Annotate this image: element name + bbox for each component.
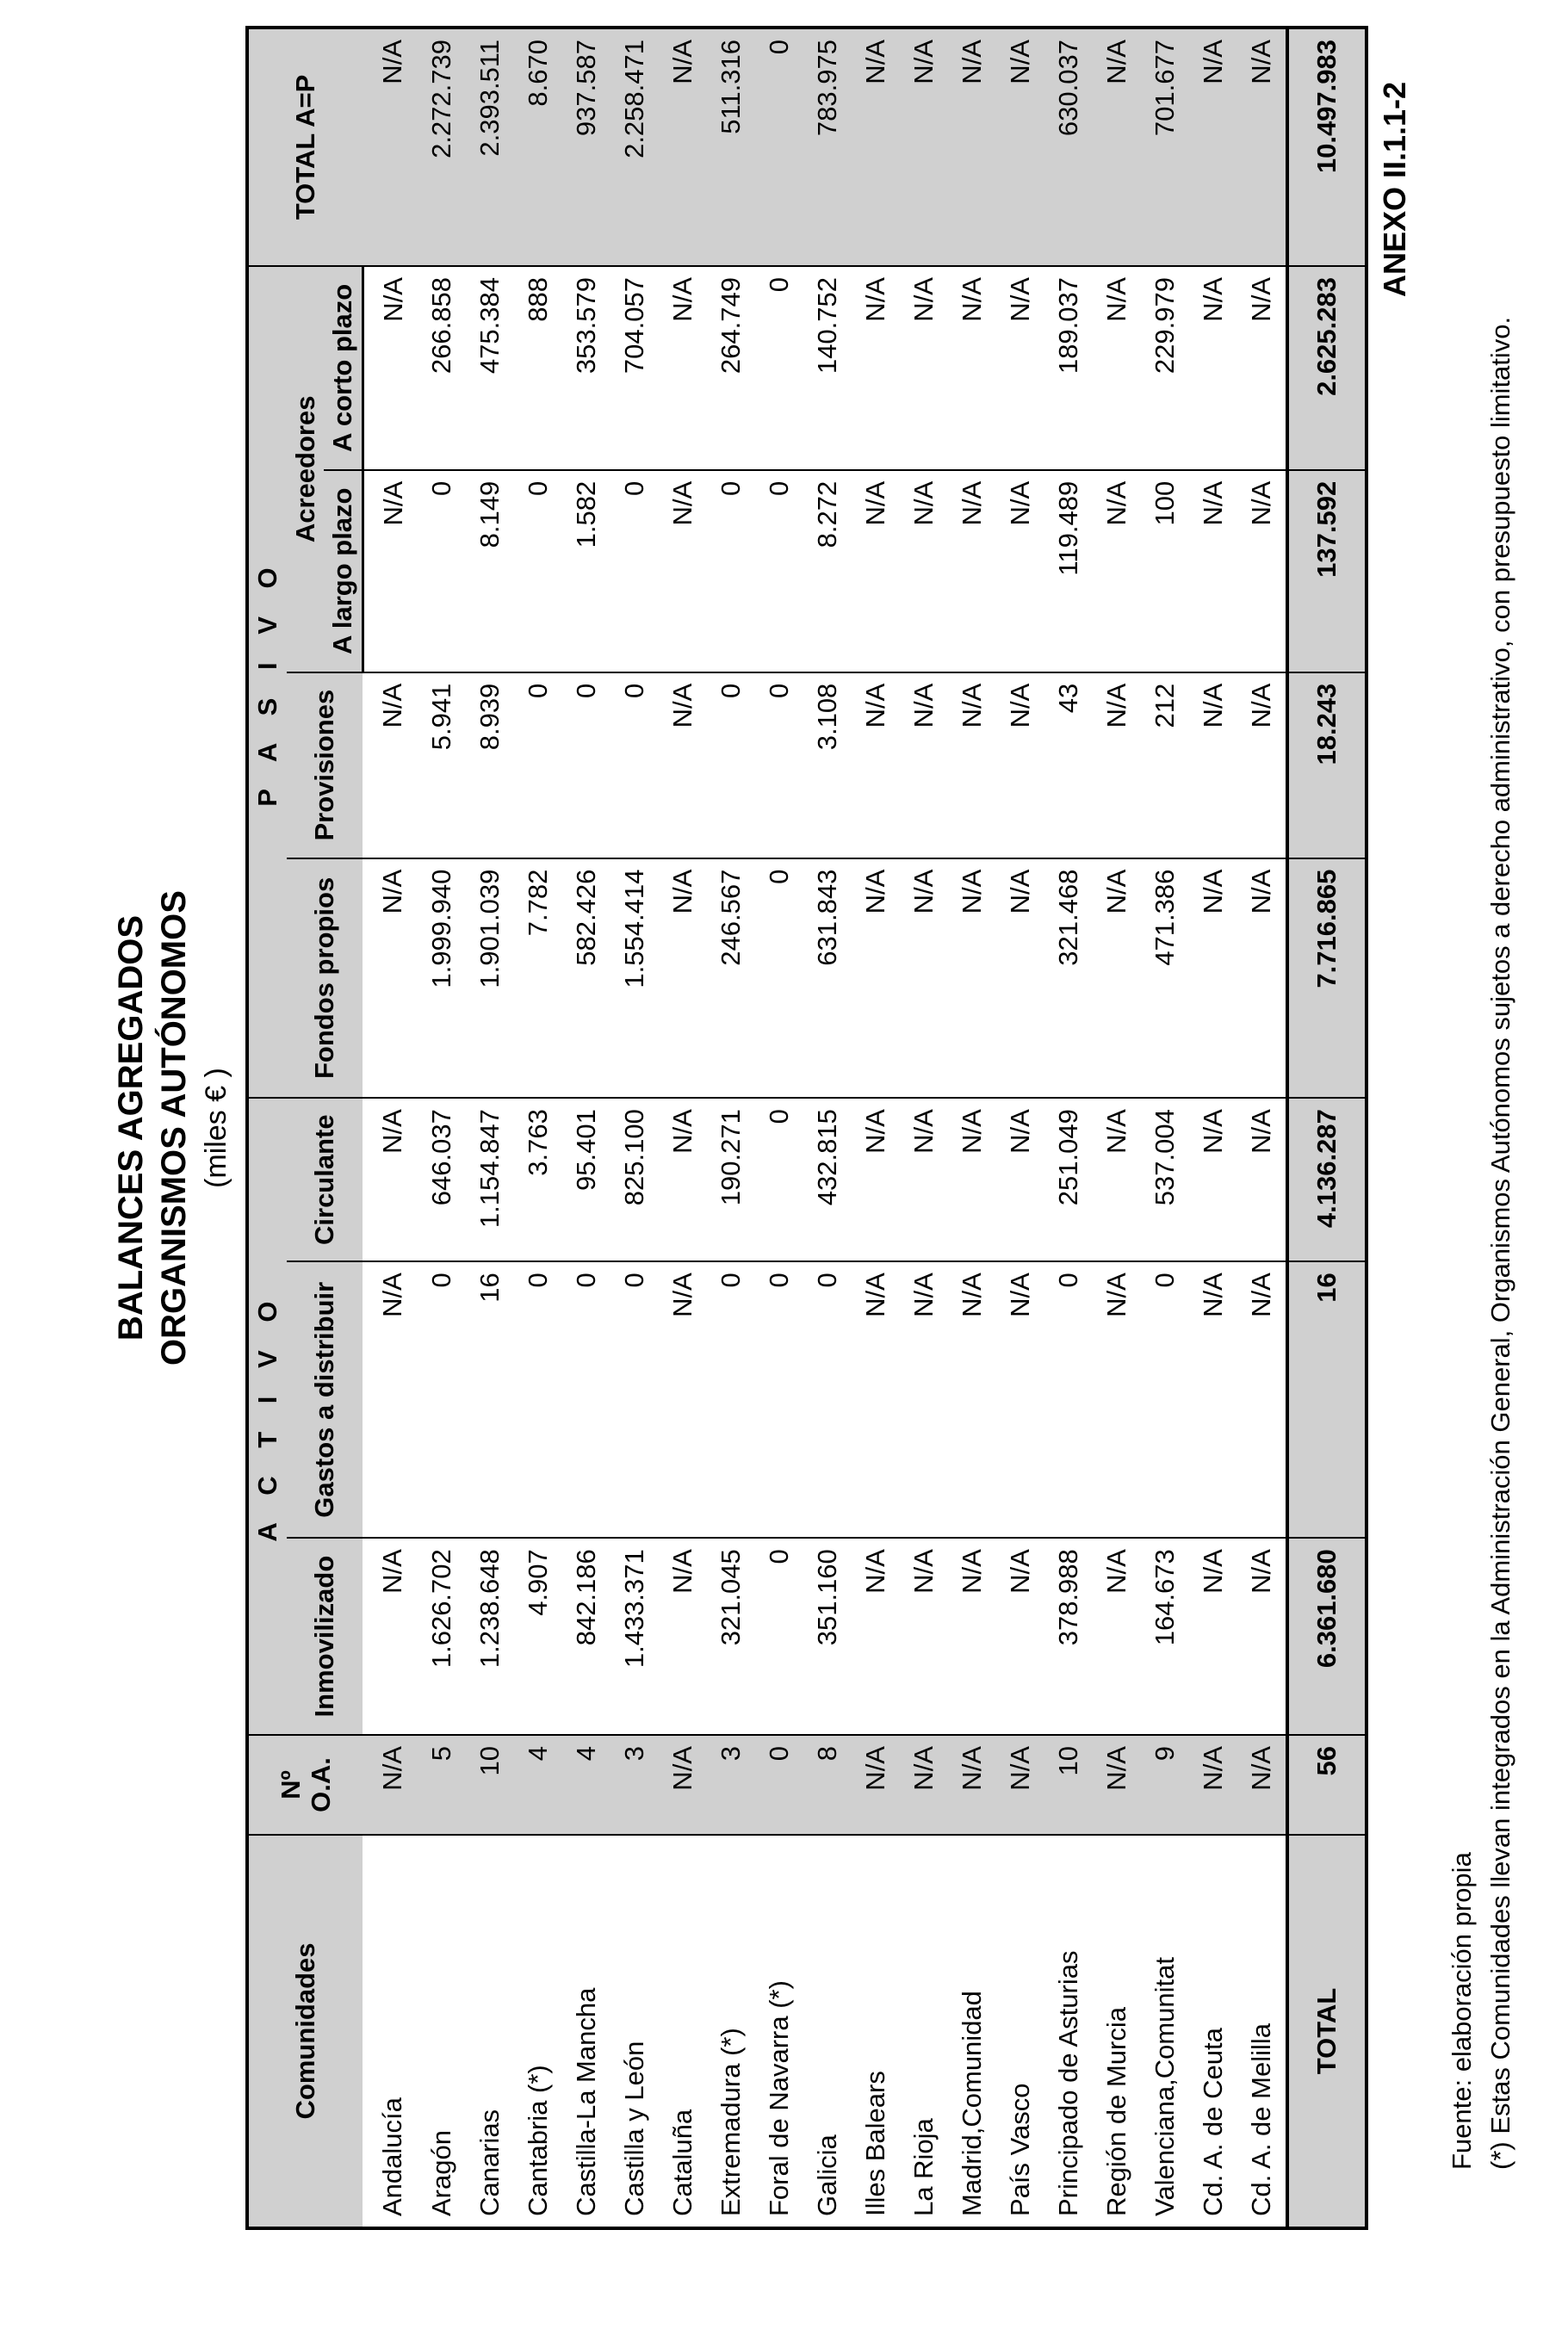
table-cell: 251.049 [1044, 1098, 1093, 1261]
table-cell: 353.579 [562, 266, 610, 470]
table-cell: 0 [514, 672, 562, 858]
table-cell: N/A [900, 1735, 948, 1835]
table-cell: 0 [707, 1261, 755, 1538]
table-cell: 8.272 [803, 470, 852, 672]
table-cell: 0 [514, 470, 562, 672]
table-cell: 0 [707, 470, 755, 672]
table-cell: 2.625.283 [1287, 266, 1367, 470]
table-cell: N/A [948, 1538, 996, 1735]
header-no-oa: Nº O.A. [247, 1735, 363, 1835]
row-label: Castilla-La Mancha [562, 1835, 610, 2228]
table-cell: 18.243 [1287, 672, 1367, 858]
table-row [610, 28, 659, 2228]
header-inmovilizado: Inmovilizado [287, 1538, 363, 1735]
table-cell: N/A [900, 1261, 948, 1538]
table-cell: 137.592 [1287, 470, 1367, 672]
table-cell: 0 [610, 470, 659, 672]
table-cell: 1.999.940 [418, 858, 466, 1099]
row-label: Extremadura (*) [707, 1835, 755, 2228]
table-row [514, 28, 562, 2228]
table-cell: 229.979 [1141, 266, 1189, 470]
table-cell: 3.763 [514, 1098, 562, 1261]
table-cell: N/A [363, 266, 418, 470]
table-cell: N/A [948, 1261, 996, 1538]
table-row [1189, 28, 1237, 2228]
table-cell: 0 [1141, 1261, 1189, 1538]
table-cell: 825.100 [610, 1098, 659, 1261]
table-cell: 140.752 [803, 266, 852, 470]
table-cell: 1.154.847 [466, 1098, 514, 1261]
table-cell: N/A [996, 1261, 1044, 1538]
table-cell: 888 [514, 266, 562, 470]
table-cell: N/A [1237, 1261, 1287, 1538]
row-label: Cd. A. de Ceuta [1189, 1835, 1237, 2228]
row-label: Región de Murcia [1093, 1835, 1141, 2228]
row-label: Castilla y León [610, 1835, 659, 2228]
row-label: La Rioja [900, 1835, 948, 2228]
header-provisiones: Provisiones [287, 672, 363, 858]
table-cell: N/A [659, 1098, 707, 1261]
table-cell: 0 [755, 28, 803, 266]
table-cell: 321.468 [1044, 858, 1093, 1099]
table-cell: 266.858 [418, 266, 466, 470]
table-cell: N/A [948, 672, 996, 858]
table-cell: 8 [803, 1735, 852, 1835]
table-cell: N/A [948, 1098, 996, 1261]
header-total: TOTAL A=P [247, 28, 363, 266]
table-cell: 1.238.648 [466, 1538, 514, 1735]
table-cell: N/A [1189, 672, 1237, 858]
table-row [363, 28, 418, 2228]
table-row [803, 28, 852, 2228]
table-cell: N/A [900, 1098, 948, 1261]
table-cell: N/A [363, 1261, 418, 1538]
table-cell: N/A [996, 1098, 1044, 1261]
table-cell: N/A [852, 1735, 900, 1835]
table-cell: 8.149 [466, 470, 514, 672]
table-cell: N/A [363, 858, 418, 1099]
table-cell: 630.037 [1044, 28, 1093, 266]
table-cell: 9 [1141, 1735, 1189, 1835]
table-cell: N/A [900, 1538, 948, 1735]
table-cell: 0 [610, 672, 659, 858]
table-cell: N/A [996, 1735, 1044, 1835]
table-cell: 511.316 [707, 28, 755, 266]
table-cell: 2.258.471 [610, 28, 659, 266]
total-row [1287, 28, 1367, 2228]
table-cell: N/A [852, 470, 900, 672]
table-cell: 189.037 [1044, 266, 1093, 470]
table-cell: N/A [948, 470, 996, 672]
table-cell: 1.626.702 [418, 1538, 466, 1735]
header-comunidades: Comunidades [247, 1835, 363, 2228]
table-row [1044, 28, 1093, 2228]
table-cell: N/A [1093, 28, 1141, 266]
table-cell: 4 [562, 1735, 610, 1835]
table-cell: 378.988 [1044, 1538, 1093, 1735]
table-cell: N/A [1189, 858, 1237, 1099]
table-cell: N/A [996, 266, 1044, 470]
table-cell: N/A [363, 1735, 418, 1835]
table-cell: 164.673 [1141, 1538, 1189, 1735]
table-cell: 321.045 [707, 1538, 755, 1735]
table-cell: N/A [1237, 1098, 1287, 1261]
table-cell: N/A [1189, 28, 1237, 266]
table-cell: 701.677 [1141, 28, 1189, 266]
table-cell: N/A [1237, 266, 1287, 470]
row-label: Madrid,Comunidad [948, 1835, 996, 2228]
header-acreedores: Acreedores [287, 266, 325, 672]
table-cell: 2.272.739 [418, 28, 466, 266]
table-cell: N/A [948, 1735, 996, 1835]
table-cell: 631.843 [803, 858, 852, 1099]
table-cell: 0 [418, 470, 466, 672]
table-cell: 582.426 [562, 858, 610, 1099]
table-cell: N/A [1189, 1261, 1237, 1538]
table-cell: N/A [363, 1538, 418, 1735]
header-gastos: Gastos a distribuir [287, 1261, 363, 1538]
table-cell: 0 [755, 1735, 803, 1835]
table-cell: 432.815 [803, 1098, 852, 1261]
header-pasivo: P A S I V O [247, 266, 287, 1098]
table-cell: N/A [659, 1735, 707, 1835]
table-cell: N/A [1189, 470, 1237, 672]
table-cell: N/A [996, 470, 1044, 672]
table-cell: N/A [1189, 1735, 1237, 1835]
table-cell: N/A [659, 28, 707, 266]
table-cell: N/A [363, 1098, 418, 1261]
table-cell: 1.433.371 [610, 1538, 659, 1735]
table-cell: 264.749 [707, 266, 755, 470]
table-cell: 537.004 [1141, 1098, 1189, 1261]
row-label: Cd. A. de Melilla [1237, 1835, 1287, 2228]
table-cell: 937.587 [562, 28, 610, 266]
title-line2: ORGANISMOS AUTÓNOMOS [155, 890, 193, 1366]
table-cell: N/A [1093, 1735, 1141, 1835]
row-label: País Vasco [996, 1835, 1044, 2228]
row-label: Valenciana,Comunitat [1141, 1835, 1189, 2228]
table-cell: 0 [514, 1261, 562, 1538]
footnote-note: (*) Estas Comunidades llevan integrados en la Administración General, Organismos Autónomos sujetos a derecho administrativo, con presupuesto limitativo. [1485, 316, 1515, 2170]
table-cell: N/A [900, 858, 948, 1099]
table-cell: 10 [1044, 1735, 1093, 1835]
table-cell: 471.386 [1141, 858, 1189, 1099]
table-cell: 3 [707, 1735, 755, 1835]
table-cell: N/A [659, 1261, 707, 1538]
table-cell: N/A [659, 266, 707, 470]
table-cell: 16 [466, 1261, 514, 1538]
table-cell: 704.057 [610, 266, 659, 470]
table-cell: N/A [659, 858, 707, 1099]
table-cell: 4 [514, 1735, 562, 1835]
table-cell: N/A [659, 1538, 707, 1735]
annex-label: ANEXO II.1.1-2 [1377, 81, 1412, 298]
table-cell: 0 [562, 1261, 610, 1538]
table-cell: N/A [948, 858, 996, 1099]
table-row [1141, 28, 1189, 2228]
table-cell: N/A [1237, 1735, 1287, 1835]
table-cell: N/A [996, 28, 1044, 266]
table-cell: 7.782 [514, 858, 562, 1099]
table-cell: N/A [659, 470, 707, 672]
table-cell: 119.489 [1044, 470, 1093, 672]
table-cell: N/A [996, 858, 1044, 1099]
table-cell: 4.136.287 [1287, 1098, 1367, 1261]
row-label: Andalucía [363, 1835, 418, 2228]
table-cell: 0 [707, 672, 755, 858]
table-cell: 0 [803, 1261, 852, 1538]
table-cell: 3 [610, 1735, 659, 1835]
table-cell: N/A [852, 858, 900, 1099]
table-cell: N/A [900, 470, 948, 672]
table-cell: 212 [1141, 672, 1189, 858]
table-body [363, 28, 1367, 2228]
table-cell: N/A [996, 1538, 1044, 1735]
table-row [852, 28, 900, 2228]
table-cell: N/A [948, 28, 996, 266]
header-fondos: Fondos propios [287, 858, 363, 1099]
table-cell: 6.361.680 [1287, 1538, 1367, 1735]
table-cell: N/A [1189, 1098, 1237, 1261]
table-cell: N/A [900, 672, 948, 858]
table-cell: 7.716.865 [1287, 858, 1367, 1099]
header-circulante: Circulante [287, 1098, 363, 1261]
table-row [562, 28, 610, 2228]
row-label: Illes Balears [852, 1835, 900, 2228]
table-cell: N/A [852, 266, 900, 470]
table-cell: 246.567 [707, 858, 755, 1099]
table-cell: 783.975 [803, 28, 852, 266]
table-cell: 0 [755, 858, 803, 1099]
row-label: Cataluña [659, 1835, 707, 2228]
table-cell: N/A [900, 28, 948, 266]
table-cell: 475.384 [466, 266, 514, 470]
table-cell: N/A [1093, 1261, 1141, 1538]
table-cell: 100 [1141, 470, 1189, 672]
table-cell: N/A [1189, 266, 1237, 470]
table-cell: N/A [363, 672, 418, 858]
table-cell: N/A [996, 672, 1044, 858]
table-cell: N/A [1093, 672, 1141, 858]
table-cell: 0 [418, 1261, 466, 1538]
table-cell: 10.497.983 [1287, 28, 1367, 266]
table-row [996, 28, 1044, 2228]
row-label: Foral de Navarra (*) [755, 1835, 803, 2228]
table-cell: N/A [1237, 1538, 1287, 1735]
table-cell: N/A [1093, 1538, 1141, 1735]
table-cell: 0 [755, 1098, 803, 1261]
table-row [948, 28, 996, 2228]
table-cell: 0 [755, 672, 803, 858]
table-cell: N/A [1237, 858, 1287, 1099]
table-row [707, 28, 755, 2228]
table-row [900, 28, 948, 2228]
table-cell: 0 [755, 266, 803, 470]
table-row [1237, 28, 1287, 2228]
table-row [659, 28, 707, 2228]
footnote-source: Fuente: elaboración propia [1447, 1852, 1477, 2170]
units-label: (miles € ) [200, 1068, 232, 1188]
table-row [1093, 28, 1141, 2228]
table-cell: N/A [1093, 266, 1141, 470]
title-line1: BALANCES AGREGADOS [112, 914, 150, 1341]
table-cell: N/A [852, 1261, 900, 1538]
table-cell: N/A [948, 266, 996, 470]
row-label: Cantabria (*) [514, 1835, 562, 2228]
table-cell: N/A [1093, 858, 1141, 1099]
table-row [418, 28, 466, 2228]
table-cell: 8.670 [514, 28, 562, 266]
table-cell: 0 [755, 1538, 803, 1735]
table-cell: 646.037 [418, 1098, 466, 1261]
table-cell: N/A [852, 1098, 900, 1261]
table-cell: N/A [1237, 672, 1287, 858]
table-cell: 842.186 [562, 1538, 610, 1735]
row-label: Aragón [418, 1835, 466, 2228]
table-cell: 0 [1044, 1261, 1093, 1538]
table-cell: N/A [852, 28, 900, 266]
table-cell: N/A [852, 672, 900, 858]
table-cell: 5 [418, 1735, 466, 1835]
table-cell: 10 [466, 1735, 514, 1835]
table-cell: 0 [610, 1261, 659, 1538]
table-cell: 2.393.511 [466, 28, 514, 266]
table-cell: 1.554.414 [610, 858, 659, 1099]
table-row [466, 28, 514, 2228]
table-cell: 8.939 [466, 672, 514, 858]
table-cell: N/A [1093, 470, 1141, 672]
header-corto: A corto plazo [324, 266, 363, 470]
row-label: Canarias [466, 1835, 514, 2228]
header-activo: A C T I V O [247, 1098, 287, 1735]
table-cell: 4.907 [514, 1538, 562, 1735]
table-cell: 3.108 [803, 672, 852, 858]
table-cell: N/A [1093, 1098, 1141, 1261]
row-label: TOTAL [1287, 1835, 1367, 2228]
table-cell: N/A [363, 28, 418, 266]
table-cell: 1.901.039 [466, 858, 514, 1099]
table-cell: 351.160 [803, 1538, 852, 1735]
table-cell: 5.941 [418, 672, 466, 858]
table-cell: 1.582 [562, 470, 610, 672]
table-cell: N/A [659, 672, 707, 858]
table-cell: 0 [562, 672, 610, 858]
balance-table [245, 26, 1368, 2230]
row-label: Principado de Asturias [1044, 1835, 1093, 2228]
table-cell: 190.271 [707, 1098, 755, 1261]
table-cell: 56 [1287, 1735, 1367, 1835]
table-cell: N/A [900, 266, 948, 470]
table-cell: N/A [1237, 470, 1287, 672]
table-cell: 0 [755, 1261, 803, 1538]
table-cell: 0 [755, 470, 803, 672]
header-largo: A largo plazo [324, 470, 363, 672]
table-cell: N/A [852, 1538, 900, 1735]
table-cell: 16 [1287, 1261, 1367, 1538]
table-cell: 95.401 [562, 1098, 610, 1261]
table-cell: N/A [363, 470, 418, 672]
table-cell: N/A [1237, 28, 1287, 266]
table-cell: 43 [1044, 672, 1093, 858]
table-page [112, 26, 1568, 2230]
table-cell: N/A [1189, 1538, 1237, 1735]
table-row [755, 28, 803, 2228]
row-label: Galicia [803, 1835, 852, 2228]
